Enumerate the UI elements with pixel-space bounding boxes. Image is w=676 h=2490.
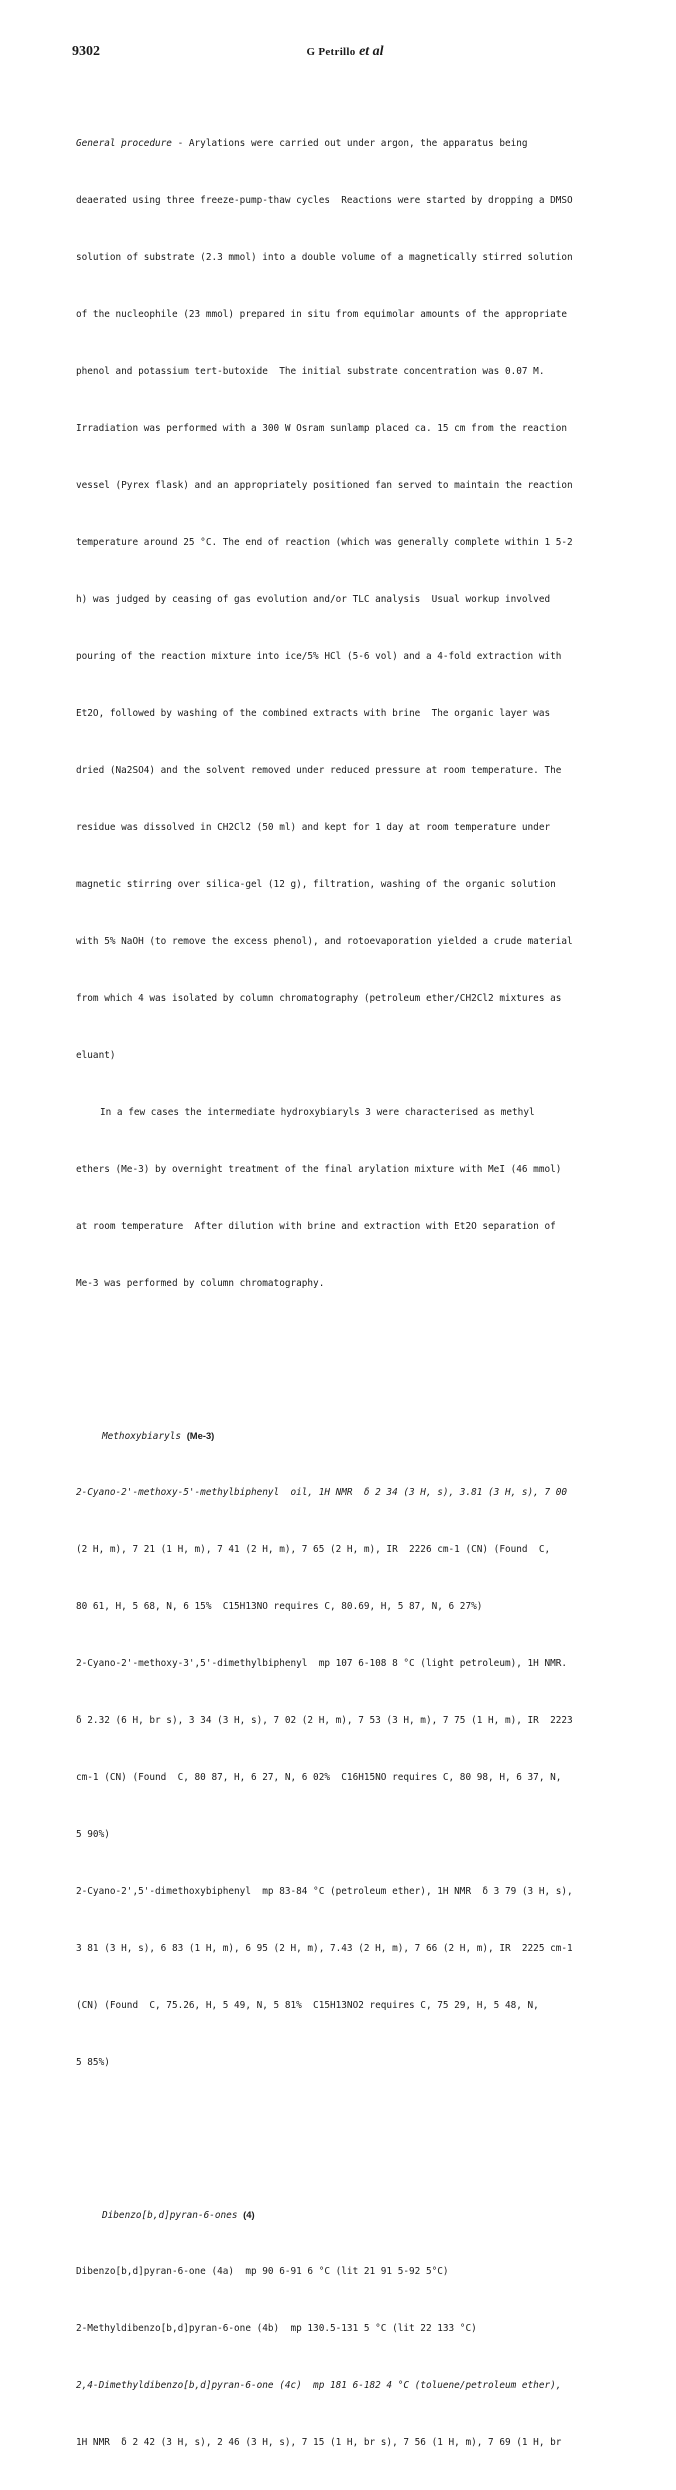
heading-text: Dibenzo[b,d]pyran-6-ones	[102, 2210, 238, 2221]
text-line: Et2O, followed by washing of the combined extracts with brine The organic layer was	[76, 708, 551, 719]
running-header	[72, 44, 618, 62]
text-line: from which 4 was isolated by column chromatography (petroleum ether/CH2Cl2 mixtures as	[76, 993, 562, 1004]
section-heading: General procedure	[76, 138, 172, 149]
text-line: solution of substrate (2.3 mmol) into a double volume of a magnetically stirred solution	[76, 252, 573, 263]
compound-line: 5 85%)	[76, 2057, 110, 2068]
text-line: In a few cases the intermediate hydroxybiaryls 3 were characterised as methyl	[100, 1107, 535, 1118]
compound-line: Dibenzo[b,d]pyran-6-one (4a) mp 90 6-91 6 °C (lit 21 91 5-92 5°C)	[76, 2266, 449, 2277]
text-line: deaerated using three freeze-pump-thaw cycles Reactions were started by dropping a DMSO	[76, 195, 573, 206]
heading-compound-code: (4)	[243, 2209, 255, 2220]
running-title	[72, 44, 618, 60]
text-line: vessel (Pyrex flask) and an appropriately positioned fan served to maintain the reaction	[76, 480, 573, 491]
text-line: residue was dissolved in CH2Cl2 (50 ml) and kept for 1 day at room temperature under	[76, 822, 551, 833]
text-line: eluant)	[76, 1050, 116, 1061]
text-line: temperature around 25 °C. The end of reaction (which was generally complete within 1 5-2	[76, 537, 573, 548]
compound-line: δ 2.32 (6 H, br s), 3 34 (3 H, s), 7 02 (2 H, m), 7 53 (3 H, m), 7 75 (1 H, m), IR 2223	[76, 1715, 573, 1726]
text-line: pouring of the reaction mixture into ice/5% HCl (5-6 vol) and a 4-fold extraction with	[76, 651, 562, 662]
compound-line: 2,4-Dimethyldibenzo[b,d]pyran-6-one (4c) mp 181 6-182 4 °C (toluene/petroleum ether),	[76, 2380, 562, 2391]
spacer	[76, 2129, 624, 2148]
author-name: G Petrillo	[306, 46, 356, 58]
heading-text: Methoxybiaryls	[102, 1431, 182, 1442]
compound-line: 5 90%)	[76, 1829, 110, 1840]
compound-line: 2-Cyano-2'-methoxy-3',5'-dimethylbiphenyl mp 107 6-108 8 °C (light petroleum), 1H NMR.	[76, 1658, 568, 1669]
compound-line: 2-Cyano-2',5'-dimethoxybiphenyl mp 83-84 °C (petroleum ether), 1H NMR δ 3 79 (3 H, s),	[76, 1886, 573, 1897]
compound-line: 1H NMR δ 2 42 (3 H, s), 2 46 (3 H, s), 7 15 (1 H, br s), 7 56 (1 H, m), 7 69 (1 H, br	[76, 2437, 562, 2448]
dibenzopyranones-heading	[76, 2205, 624, 2224]
compound-line: (2 H, m), 7 21 (1 H, m), 7 41 (2 H, m), 7 65 (2 H, m), IR 2226 cm-1 (CN) (Found C,	[76, 1544, 551, 1555]
text-line: ethers (Me-3) by overnight treatment of the final arylation mixture with MeI (46 mmol)	[76, 1164, 562, 1175]
text-line: of the nucleophile (23 mmol) prepared in situ from equimolar amounts of the appropriate	[76, 309, 568, 320]
methoxybiaryls-heading	[76, 1426, 624, 1445]
text-line: Me-3 was performed by column chromatography.	[76, 1278, 325, 1289]
page-number: 9302	[72, 44, 100, 59]
text-line: with 5% NaOH (to remove the excess phenol), and rotoevaporation yielded a crude material	[76, 936, 573, 947]
compound-line: 2-Methyldibenzo[b,d]pyran-6-one (4b) mp 130.5-131 5 °C (lit 22 133 °C)	[76, 2323, 477, 2334]
text-line: magnetic stirring over silica-gel (12 g), filtration, washing of the organic solution	[76, 879, 556, 890]
text-line: dried (Na2SO4) and the solvent removed under reduced pressure at room temperature. The	[76, 765, 562, 776]
spacer	[76, 1350, 624, 1369]
text-line: phenol and potassium tert-butoxide The initial substrate concentration was 0.07 M.	[76, 366, 545, 377]
heading-compound-code: (Me-3)	[186, 1430, 215, 1441]
compound-line: 3 81 (3 H, s), 6 83 (1 H, m), 6 95 (2 H, m), 7.43 (2 H, m), 7 66 (2 H, m), IR 2225 cm-1	[76, 1943, 573, 1954]
text-line: Irradiation was performed with a 300 W Osram sunlamp placed ca. 15 cm from the reaction	[76, 423, 568, 434]
compound-line: 80 61, H, 5 68, N, 6 15% C15H13NO requires C, 80.69, H, 5 87, N, 6 27%)	[76, 1601, 483, 1612]
compound-line: cm-1 (CN) (Found C, 80 87, H, 6 27, N, 6 02% C16H15NO requires C, 80 98, H, 6 37, N,	[76, 1772, 562, 1783]
text-line: h) was judged by ceasing of gas evolution and/or TLC analysis Usual workup involved	[76, 594, 551, 605]
text-line: - Arylations were carried out under argon, the apparatus being	[171, 138, 528, 149]
et-al: et al	[359, 44, 384, 59]
text-line: at room temperature After dilution with brine and extraction with Et2O separation of	[76, 1221, 556, 1232]
procedure-first-line	[76, 134, 624, 153]
compound-line: 2-Cyano-2'-methoxy-5'-methylbiphenyl oil, 1H NMR δ 2 34 (3 H, s), 3.81 (3 H, s), 7 00	[76, 1487, 568, 1498]
compound-line: (CN) (Found C, 75.26, H, 5 49, N, 5 81% C15H13NO2 requires C, 75 29, H, 5 48, N,	[76, 2000, 539, 2011]
article-body	[76, 96, 624, 2490]
